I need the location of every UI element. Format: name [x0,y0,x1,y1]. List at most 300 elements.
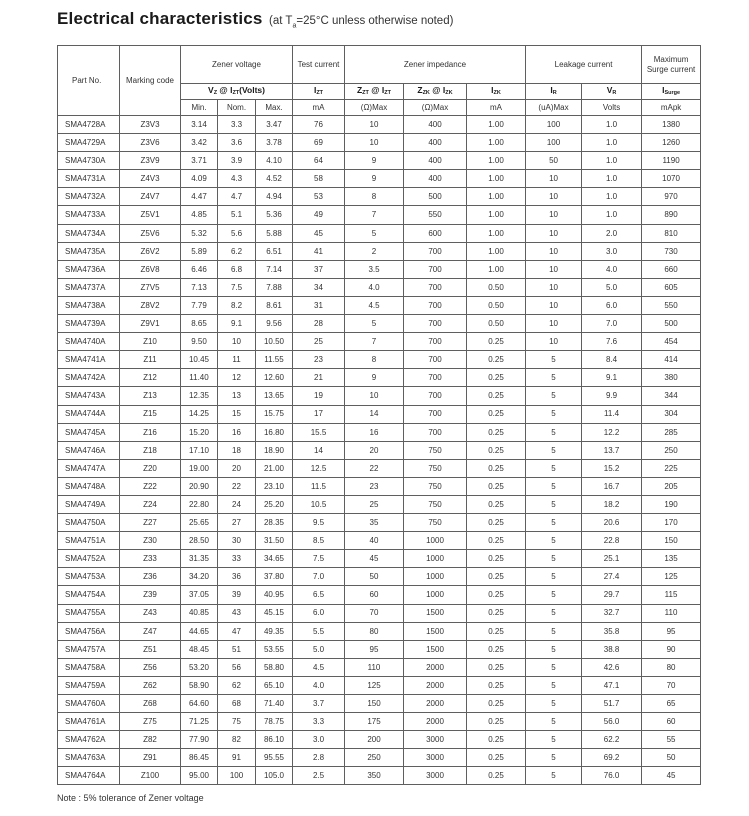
cell-ir: 5 [526,351,582,369]
cell-vz-max: 21.00 [256,459,293,477]
unit-nom: Nom. [218,100,256,116]
cell-vz-nom: 6.2 [218,242,256,260]
cell-vz-min: 64.60 [181,695,218,713]
cell-zzt: 7 [345,206,404,224]
page-title [57,9,453,29]
cell-vr: 25.1 [582,550,642,568]
cell-zzt: 7 [345,333,404,351]
cell-zzk: 700 [404,333,467,351]
table-row [58,423,701,441]
cell-part-no: SMA4736A [58,260,120,278]
unit-ir: (uA)Max [526,100,582,116]
cell-zzt: 20 [345,441,404,459]
cell-zzk: 750 [404,477,467,495]
cell-zzk: 700 [404,351,467,369]
cell-vz-min: 44.65 [181,622,218,640]
cell-izk: 0.25 [467,532,526,550]
cell-vz-min: 37.05 [181,586,218,604]
cell-vr: 22.8 [582,532,642,550]
cell-part-no: SMA4759A [58,676,120,694]
table-row [58,188,701,206]
cell-izt: 3.3 [293,713,345,731]
cell-zzt: 110 [345,658,404,676]
izt-symbol: $I_{ZT}$ [293,84,345,100]
cell-izt: 28 [293,315,345,333]
cell-ir: 10 [526,224,582,242]
ir-symbol: $I_R$ [526,84,582,100]
unit-min: Min. [181,100,218,116]
cell-vz-min: 5.32 [181,224,218,242]
cell-vz-nom: 16 [218,423,256,441]
cell-zzt: 95 [345,640,404,658]
cell-izt: 11.5 [293,477,345,495]
cell-izt: 58 [293,170,345,188]
cell-izk: 1.00 [467,116,526,134]
cell-izk: 0.25 [467,731,526,749]
cell-izk: 0.25 [467,333,526,351]
cell-zzk: 1000 [404,586,467,604]
cell-isurge: 65 [642,695,701,713]
cell-vr: 38.8 [582,640,642,658]
table-row [58,532,701,550]
cell-vz-min: 14.25 [181,405,218,423]
cell-marking-code: Z11 [120,351,181,369]
cell-part-no: SMA4757A [58,640,120,658]
cell-isurge: 250 [642,441,701,459]
cell-zzk: 3000 [404,749,467,767]
cell-zzt: 70 [345,604,404,622]
cell-part-no: SMA4741A [58,351,120,369]
cell-part-no: SMA4735A [58,242,120,260]
cell-ir: 5 [526,767,582,785]
cell-vz-min: 77.90 [181,731,218,749]
cell-isurge: 304 [642,405,701,423]
cell-isurge: 454 [642,333,701,351]
cell-vz-min: 20.90 [181,477,218,495]
cell-vz-nom: 3.3 [218,116,256,134]
cell-vz-nom: 9.1 [218,315,256,333]
cell-ir: 5 [526,640,582,658]
cell-vz-nom: 4.3 [218,170,256,188]
cell-vz-nom: 12 [218,369,256,387]
cell-part-no: SMA4739A [58,315,120,333]
cell-vz-max: 9.56 [256,315,293,333]
cell-vz-min: 7.13 [181,278,218,296]
cell-isurge: 1260 [642,134,701,152]
cell-izt: 17 [293,405,345,423]
cell-part-no: SMA4737A [58,278,120,296]
cell-marking-code: Z20 [120,459,181,477]
cell-marking-code: Z3V9 [120,152,181,170]
vz-symbol: $V_Z$ @ $I_{ZT}(Volts)$ [181,84,293,100]
cell-izt: 49 [293,206,345,224]
cell-vz-nom: 11 [218,351,256,369]
cell-vz-max: 15.75 [256,405,293,423]
cell-zzk: 700 [404,405,467,423]
cell-part-no: SMA4733A [58,206,120,224]
cell-zzt: 200 [345,731,404,749]
cell-ir: 5 [526,749,582,767]
table-row [58,604,701,622]
table-body [58,116,701,785]
cell-vz-min: 48.45 [181,640,218,658]
cell-vz-min: 58.90 [181,676,218,694]
cell-zzk: 750 [404,514,467,532]
cell-zzk: 700 [404,278,467,296]
title-condition: (at $T_a=25^\circ C$ unless otherwise noted) [269,15,454,30]
cell-vz-nom: 68 [218,695,256,713]
cell-izt: 3.0 [293,731,345,749]
cell-vz-nom: 62 [218,676,256,694]
cell-vz-nom: 82 [218,731,256,749]
cell-marking-code: Z82 [120,731,181,749]
cell-zzk: 700 [404,296,467,314]
cell-vr: 32.7 [582,604,642,622]
cell-izt: 5.5 [293,622,345,640]
cell-isurge: 135 [642,550,701,568]
table-row [58,369,701,387]
cell-vr: 1.0 [582,188,642,206]
cell-vz-nom: 56 [218,658,256,676]
cell-izk: 1.00 [467,170,526,188]
cell-zzt: 4.5 [345,296,404,314]
cell-zzk: 1500 [404,640,467,658]
cell-vr: 35.8 [582,622,642,640]
cell-zzk: 550 [404,206,467,224]
table-row [58,695,701,713]
zener-voltage-header: Zener voltage [181,46,293,84]
cell-zzt: 125 [345,676,404,694]
cell-izt: 76 [293,116,345,134]
cell-vz-nom: 3.9 [218,152,256,170]
cell-isurge: 55 [642,731,701,749]
cell-vr: 1.0 [582,170,642,188]
table-row [58,296,701,314]
cell-zzt: 8 [345,188,404,206]
cell-izk: 1.00 [467,206,526,224]
cell-vz-min: 3.14 [181,116,218,134]
table-row [58,713,701,731]
zzt-symbol: $Z_{ZT}$ @ $I_{ZT}$ [345,84,404,100]
cell-zzt: 60 [345,586,404,604]
cell-part-no: SMA4749A [58,495,120,513]
cell-vz-min: 4.09 [181,170,218,188]
cell-vz-nom: 13 [218,387,256,405]
cell-isurge: 150 [642,532,701,550]
table-row [58,640,701,658]
cell-izt: 7.5 [293,550,345,568]
table-row [58,676,701,694]
table-row [58,152,701,170]
part-no-header: Part No. [58,46,120,116]
cell-zzt: 175 [345,713,404,731]
cell-isurge: 1190 [642,152,701,170]
cell-vz-min: 28.50 [181,532,218,550]
cell-isurge: 344 [642,387,701,405]
cell-part-no: SMA4744A [58,405,120,423]
cell-izk: 0.50 [467,278,526,296]
header-row-groups [58,46,701,84]
cell-izt: 15.5 [293,423,345,441]
cell-vz-nom: 27 [218,514,256,532]
cell-izk: 0.25 [467,622,526,640]
cell-isurge: 730 [642,242,701,260]
cell-zzk: 750 [404,495,467,513]
cell-vz-max: 31.50 [256,532,293,550]
cell-marking-code: Z36 [120,568,181,586]
cell-marking-code: Z75 [120,713,181,731]
cell-marking-code: Z43 [120,604,181,622]
cell-marking-code: Z27 [120,514,181,532]
table-row [58,405,701,423]
cell-izt: 4.5 [293,658,345,676]
cell-ir: 5 [526,459,582,477]
cell-marking-code: Z7V5 [120,278,181,296]
cell-izt: 23 [293,351,345,369]
cell-izk: 0.25 [467,514,526,532]
cell-vz-nom: 18 [218,441,256,459]
cell-zzt: 4.0 [345,278,404,296]
cell-izk: 0.25 [467,369,526,387]
cell-zzk: 3000 [404,731,467,749]
cell-marking-code: Z24 [120,495,181,513]
table-row [58,278,701,296]
cell-vz-max: 37.80 [256,568,293,586]
cell-vz-min: 9.50 [181,333,218,351]
cell-zzt: 14 [345,405,404,423]
cell-ir: 5 [526,676,582,694]
cell-zzt: 250 [345,749,404,767]
cell-part-no: SMA4732A [58,188,120,206]
cell-vz-nom: 20 [218,459,256,477]
cell-izk: 0.25 [467,604,526,622]
cell-marking-code: Z13 [120,387,181,405]
cell-vz-max: 28.35 [256,514,293,532]
table-row [58,351,701,369]
cell-izt: 6.0 [293,604,345,622]
cell-isurge: 970 [642,188,701,206]
cell-vr: 8.4 [582,351,642,369]
cell-vr: 69.2 [582,749,642,767]
cell-izt: 14 [293,441,345,459]
cell-vz-max: 3.78 [256,134,293,152]
cell-vr: 4.0 [582,260,642,278]
cell-isurge: 285 [642,423,701,441]
cell-vz-max: 105.0 [256,767,293,785]
cell-izt: 45 [293,224,345,242]
cell-vr: 12.2 [582,423,642,441]
table-row [58,224,701,242]
cell-zzt: 10 [345,387,404,405]
cell-vz-max: 4.94 [256,188,293,206]
cell-vz-max: 40.95 [256,586,293,604]
cell-zzk: 2000 [404,658,467,676]
cell-isurge: 380 [642,369,701,387]
cell-part-no: SMA4760A [58,695,120,713]
cell-izt: 9.5 [293,514,345,532]
cell-vz-nom: 33 [218,550,256,568]
cell-isurge: 60 [642,713,701,731]
cell-part-no: SMA4750A [58,514,120,532]
cell-part-no: SMA4742A [58,369,120,387]
cell-part-no: SMA4756A [58,622,120,640]
cell-marking-code: Z56 [120,658,181,676]
cell-zzt: 5 [345,224,404,242]
cell-isurge: 225 [642,459,701,477]
cell-marking-code: Z3V3 [120,116,181,134]
cell-izt: 5.0 [293,640,345,658]
cell-izk: 0.25 [467,495,526,513]
cell-part-no: SMA4754A [58,586,120,604]
table-row [58,333,701,351]
cell-izk: 0.50 [467,315,526,333]
cell-vr: 1.0 [582,206,642,224]
table-row [58,134,701,152]
cell-izk: 1.00 [467,224,526,242]
cell-marking-code: Z9V1 [120,315,181,333]
unit-zzt: (Ω)Max [345,100,404,116]
cell-vz-min: 71.25 [181,713,218,731]
cell-part-no: SMA4728A [58,116,120,134]
cell-vr: 15.2 [582,459,642,477]
cell-zzk: 700 [404,242,467,260]
cell-ir: 10 [526,170,582,188]
cell-izt: 4.0 [293,676,345,694]
cell-izt: 64 [293,152,345,170]
cell-vz-min: 5.89 [181,242,218,260]
cell-isurge: 90 [642,640,701,658]
cell-zzt: 40 [345,532,404,550]
cell-ir: 5 [526,387,582,405]
unit-izk: mA [467,100,526,116]
cell-izk: 0.25 [467,713,526,731]
cell-ir: 5 [526,495,582,513]
cell-zzk: 700 [404,260,467,278]
leakage-current-header: Leakage current [526,46,642,84]
cell-izk: 0.25 [467,387,526,405]
cell-vr: 20.6 [582,514,642,532]
cell-izt: 41 [293,242,345,260]
cell-izt: 53 [293,188,345,206]
cell-vz-nom: 5.6 [218,224,256,242]
cell-zzk: 1000 [404,532,467,550]
cell-isurge: 110 [642,604,701,622]
cell-vz-min: 12.35 [181,387,218,405]
cell-vr: 7.6 [582,333,642,351]
cell-part-no: SMA4762A [58,731,120,749]
cell-vz-max: 10.50 [256,333,293,351]
cell-vr: 47.1 [582,676,642,694]
cell-part-no: SMA4740A [58,333,120,351]
cell-vr: 13.7 [582,441,642,459]
cell-vz-nom: 7.5 [218,278,256,296]
cell-izk: 0.25 [467,658,526,676]
cell-izk: 0.50 [467,296,526,314]
table-row [58,749,701,767]
cell-marking-code: Z5V6 [120,224,181,242]
cell-marking-code: Z3V6 [120,134,181,152]
cell-vz-max: 65.10 [256,676,293,694]
cell-vz-min: 95.00 [181,767,218,785]
cell-isurge: 95 [642,622,701,640]
cell-vr: 56.0 [582,713,642,731]
cell-izk: 1.00 [467,260,526,278]
cell-vr: 27.4 [582,568,642,586]
cell-vz-max: 16.80 [256,423,293,441]
cell-vz-max: 78.75 [256,713,293,731]
table-row [58,242,701,260]
unit-zzk: (Ω)Max [404,100,467,116]
cell-zzt: 45 [345,550,404,568]
cell-ir: 5 [526,713,582,731]
table-row [58,586,701,604]
cell-isurge: 550 [642,296,701,314]
cell-izt: 21 [293,369,345,387]
cell-ir: 5 [526,369,582,387]
cell-izt: 6.5 [293,586,345,604]
unit-max: Max. [256,100,293,116]
cell-vz-max: 8.61 [256,296,293,314]
cell-zzt: 10 [345,134,404,152]
cell-vz-max: 49.35 [256,622,293,640]
table-row [58,731,701,749]
cell-izk: 1.00 [467,242,526,260]
table-row [58,206,701,224]
cell-vz-nom: 39 [218,586,256,604]
cell-vz-min: 3.71 [181,152,218,170]
cell-part-no: SMA4751A [58,532,120,550]
cell-ir: 100 [526,134,582,152]
cell-izk: 0.25 [467,405,526,423]
cell-vr: 11.4 [582,405,642,423]
cell-vz-min: 22.80 [181,495,218,513]
cell-isurge: 1070 [642,170,701,188]
cell-ir: 5 [526,586,582,604]
cell-izt: 37 [293,260,345,278]
cell-isurge: 660 [642,260,701,278]
zener-impedance-header: Zener impedance [345,46,526,84]
cell-part-no: SMA4734A [58,224,120,242]
cell-vr: 16.7 [582,477,642,495]
cell-vz-max: 5.88 [256,224,293,242]
cell-izk: 1.00 [467,188,526,206]
cell-vz-max: 11.55 [256,351,293,369]
cell-izt: 25 [293,333,345,351]
cell-izt: 2.5 [293,767,345,785]
cell-part-no: SMA4746A [58,441,120,459]
cell-zzk: 750 [404,459,467,477]
cell-izk: 0.25 [467,477,526,495]
cell-isurge: 170 [642,514,701,532]
cell-ir: 5 [526,622,582,640]
cell-marking-code: Z10 [120,333,181,351]
cell-isurge: 190 [642,495,701,513]
cell-izk: 0.25 [467,568,526,586]
cell-vz-min: 40.85 [181,604,218,622]
cell-zzk: 1000 [404,568,467,586]
cell-ir: 5 [526,532,582,550]
cell-izt: 19 [293,387,345,405]
cell-vr: 76.0 [582,767,642,785]
cell-vr: 1.0 [582,134,642,152]
cell-vz-min: 7.79 [181,296,218,314]
cell-izt: 7.0 [293,568,345,586]
cell-part-no: SMA4755A [58,604,120,622]
cell-isurge: 125 [642,568,701,586]
cell-vr: 1.0 [582,116,642,134]
cell-marking-code: Z22 [120,477,181,495]
cell-vz-nom: 22 [218,477,256,495]
